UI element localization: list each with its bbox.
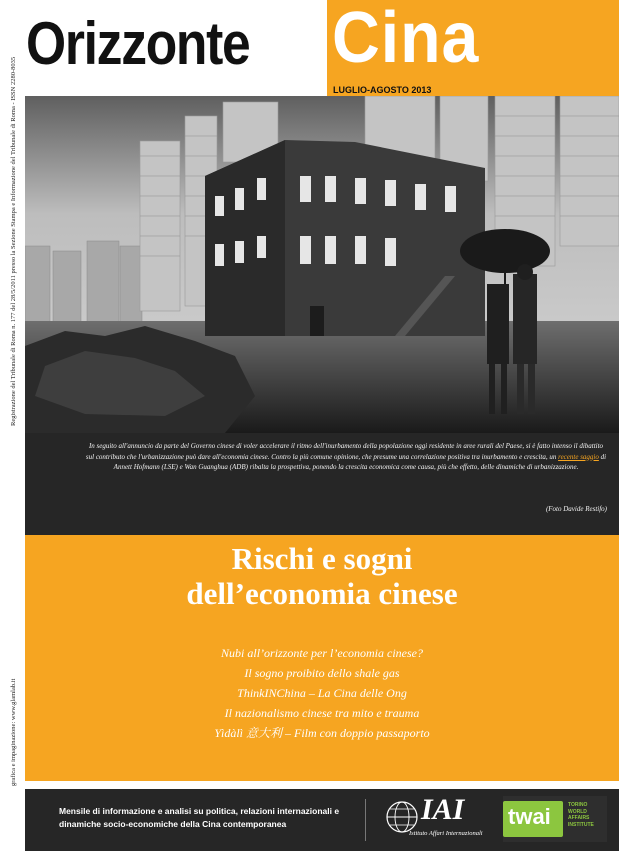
contents-item[interactable]: Nubi all’orizzonte per l’economia cinese? <box>221 646 423 660</box>
registration-text: Registrazione del Tribunale di Roma n. 177 del 28/5/2011 presso la Sezione Stampa e Informazione del Tribunale di Roma - ISSN 2280-8035 <box>10 56 17 426</box>
caption-text-part1: In seguito all'annuncio da parte del Governo cinese di voler accelerare il ritmo dell'inurbamento della popolazione oggi residente in aree rurali del Paese, si è fatto intenso il dibattito sul contributo che l'urbanizzazione può dare all'economia cinese. Contro la più comune opinione, che presume una correlazione positiva tra inurbamento e crescita, un <box>85 442 604 461</box>
headline-line-2: dell’economia cinese <box>186 576 458 611</box>
cover-headline <box>25 541 619 611</box>
caption-link[interactable]: recente saggio <box>558 452 599 461</box>
caption-text-part2: di Annett Hofmann (LSE) e Wan Guanghua (ADB) ribalta la prospettiva, ponendo la crescita economica come causa, più che effetto, delle dinamiche di urbanizzazione. <box>113 452 607 471</box>
design-credits: grafica e impaginazione: www.glamlab.it <box>10 678 17 786</box>
masthead <box>0 0 619 96</box>
photo-credit: (Foto Davide Restifo) <box>545 505 607 513</box>
magazine-title-orizzonte: Orizzonte <box>26 10 250 77</box>
contents-item[interactable]: Il sogno proibito dello shale gas <box>244 666 400 680</box>
footer <box>25 789 619 851</box>
twai-wordmark: twai <box>508 804 551 829</box>
iai-logo[interactable] <box>385 793 495 843</box>
contents-list <box>25 643 619 743</box>
twai-logo[interactable] <box>503 796 607 842</box>
footer-divider <box>365 799 366 841</box>
cover-headline-section <box>25 535 619 781</box>
cover-photo-illustration <box>25 96 619 433</box>
iai-wordmark: IAI <box>421 793 465 826</box>
iai-subtitle: Istituto Affari Internazionali <box>409 830 483 837</box>
globe-icon <box>385 800 419 834</box>
footer-description-line-1: Mensile di informazione e analisi su politica, relazioni internazionali e <box>59 806 340 816</box>
headline-line-1: Rischi e sogni <box>231 541 413 576</box>
contents-item[interactable]: ThinkINChina – La Cina delle Ong <box>237 686 407 700</box>
magazine-title-cina: Cina <box>332 0 480 78</box>
twai-full-name: TORINO WORLD AFFAIRS INSTITUTE <box>568 802 594 828</box>
side-legal-text <box>10 56 22 786</box>
cover-photo <box>25 96 619 433</box>
photo-caption <box>85 441 607 473</box>
twai-logo-box <box>503 801 563 837</box>
photo-caption-area <box>25 433 619 535</box>
footer-description <box>59 805 359 831</box>
contents-item[interactable]: Il nazionalismo cinese tra mito e trauma <box>224 706 420 720</box>
contents-item[interactable]: Yìdàlì 意大利 – Film con doppio passaporto <box>214 726 430 740</box>
footer-description-line-2: dinamiche socio-economiche della Cina contemporanea <box>59 819 287 829</box>
issue-date: LUGLIO-AGOSTO 2013 <box>333 85 432 95</box>
